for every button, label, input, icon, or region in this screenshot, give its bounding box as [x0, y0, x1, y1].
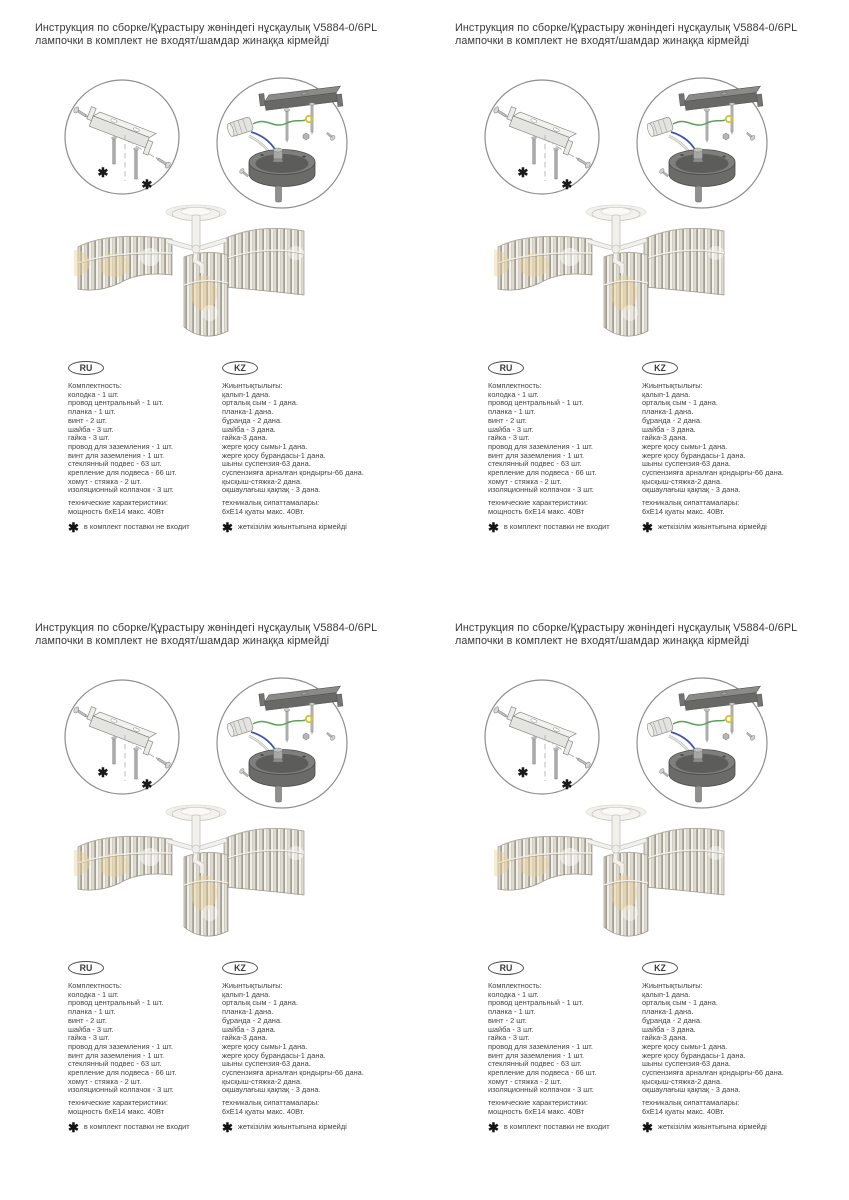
component-item: крепление для подвеса - 66 шт.: [68, 468, 177, 478]
kz-tech-block: [642, 1099, 832, 1116]
ru-footnote: [68, 1119, 220, 1135]
component-item: изоляционный колпачок - 3 шт.: [488, 1085, 594, 1095]
component-item: провод для заземления - 1 шт.: [68, 441, 173, 451]
component-item: планка - 1 шт.: [488, 1007, 536, 1017]
badge-ru: [68, 361, 104, 375]
ru-tech-block: [68, 1099, 220, 1116]
ru-tech-value: мощность 6хЕ14 макс. 40Вт: [68, 506, 165, 516]
kz-tech-value: 6хЕ14 қуаты макс. 40Вт.: [642, 1106, 725, 1116]
ru-tech-heading: технические характеристики:: [68, 1098, 168, 1108]
component-item: шайба - 3 шт.: [68, 1024, 114, 1034]
asterisk-icon: ✱: [642, 1119, 653, 1135]
component-item: гайка - 3 шт.: [68, 1033, 110, 1043]
title-line-1: Инструкция по сборке/Құрастыру жөніндегі нұсқаулық V5884-0/6PL: [35, 622, 378, 634]
component-item: бұранда - 2 дана.: [642, 415, 703, 425]
ru-column: [488, 361, 640, 535]
component-item: шайба - 3 дана.: [222, 424, 276, 434]
kz-items-list: [222, 391, 412, 495]
chandelier-stem: [612, 215, 620, 249]
badge-kz: [222, 961, 258, 975]
component-item: қысқыш-стяжка-2 дана.: [222, 1076, 303, 1086]
component-item: жерге қосу сымы-1 дана.: [222, 1041, 308, 1051]
component-item: изоляционный колпачок - 3 шт.: [68, 485, 174, 495]
badge-kz-label: KZ: [234, 963, 246, 973]
canopy-stem: [696, 786, 702, 802]
chandelier-svg: [494, 201, 726, 351]
kz-tech-block: [222, 1099, 412, 1116]
asterisk-icon: ✱: [222, 519, 233, 535]
ru-footnote: [488, 519, 640, 535]
title-line-2: лампочки в комплект не входят/шамдар жинаққа кірмейді: [455, 635, 750, 647]
asterisk-mark: ✱: [141, 177, 153, 192]
ru-footnote-text: в комплект поставки не входит: [83, 1121, 190, 1131]
asterisk-icon: ✱: [642, 519, 653, 535]
component-item: винт - 2 шт.: [68, 415, 107, 425]
kz-tech-block: [642, 499, 832, 516]
asterisk-icon: ✱: [222, 1119, 233, 1135]
ru-tech-block: [488, 499, 640, 516]
component-item: крепление для подвеса - 66 шт.: [488, 468, 597, 478]
wiring-canopy-diagram: [214, 675, 352, 815]
ru-tech-value: мощность 6хЕ14 макс. 40Вт: [488, 1106, 585, 1116]
ru-tech-heading: технические характеристики:: [488, 1098, 588, 1108]
component-item: орталық сым - 1 дана.: [642, 398, 718, 408]
component-item: қысқыш-стяжка-2 дана.: [642, 1076, 723, 1086]
badge-ru: [488, 961, 524, 975]
component-item: суспензияға арналған қондырғы-66 дана.: [642, 468, 784, 478]
component-item: орталық сым - 1 дана.: [222, 998, 298, 1008]
ru-items-list: [68, 391, 220, 495]
component-item: провод для заземления - 1 шт.: [488, 441, 593, 451]
component-item: винт - 2 шт.: [488, 1015, 527, 1025]
component-item: колодка - 1 шт.: [488, 389, 539, 399]
asterisk-mark: ✱: [97, 165, 109, 180]
component-item: оқшаулағыш қақпақ - 3 дана.: [642, 1085, 741, 1095]
ru-list-heading: Комплектность:: [68, 981, 122, 990]
ru-column: [68, 961, 220, 1135]
kz-tech-value: 6хЕ14 қуаты макс. 40Вт.: [642, 506, 725, 516]
ru-items-list: [488, 391, 640, 495]
title-line-2: лампочки в комплект не входят/шамдар жинаққа кірмейді: [35, 35, 330, 47]
sheet-title: [455, 22, 797, 48]
title-line-2: лампочки в комплект не входят/шамдар жинаққа кірмейді: [35, 635, 330, 647]
chandelier-photo: [74, 201, 308, 353]
badge-kz-label: KZ: [654, 363, 666, 373]
ru-list-heading: Комплектность:: [68, 381, 122, 390]
kz-list-heading: Жиынтықтылығы:: [222, 381, 283, 390]
ru-tech-heading: технические характеристики:: [488, 498, 588, 508]
badge-kz: [642, 361, 678, 375]
chandelier-stem: [612, 815, 620, 849]
component-item: жерге қосу бұрандасы-1 дана.: [642, 1050, 746, 1060]
kz-footnote: [222, 1119, 412, 1135]
component-item: колодка - 1 шт.: [488, 989, 539, 999]
instruction-sheet: [422, 0, 842, 600]
component-item: стеклянный подвес - 63 шт.: [488, 1059, 582, 1069]
wiring-diagram-svg: [634, 75, 772, 215]
crystal-band-bottom: [604, 252, 648, 336]
chandelier-photo: [494, 801, 728, 953]
kz-tech-heading: техникалық сипаттамалары:: [642, 498, 740, 508]
badge-ru: [68, 961, 104, 975]
component-item: винт для заземления - 1 шт.: [68, 1050, 165, 1060]
kz-footnote-text: жеткізілім жиынтығына кірмейді: [657, 1121, 767, 1131]
component-item: суспензияға арналған қондырғы-66 дана.: [642, 1068, 784, 1078]
title-line-1: Инструкция по сборке/Құрастыру жөніндегі нұсқаулық V5884-0/6PL: [35, 22, 378, 34]
component-item: провод центральный - 1 шт.: [68, 998, 164, 1008]
ru-items-list: [68, 991, 220, 1095]
component-item: суспензияға арналған қондырғы-66 дана.: [222, 1068, 364, 1078]
kz-items-list: [222, 991, 412, 1095]
component-item: провод центральный - 1 шт.: [68, 398, 164, 408]
component-item: оқшаулағыш қақпақ - 3 дана.: [222, 485, 321, 495]
crystal-band-bottom: [184, 252, 228, 336]
component-item: винт для заземления - 1 шт.: [488, 450, 585, 460]
component-item: гайка - 3 шт.: [488, 1033, 530, 1043]
component-item: провод центральный - 1 шт.: [488, 998, 584, 1008]
canopy-hub: [693, 748, 703, 762]
ru-footnote-text: в комплект поставки не входит: [83, 521, 190, 531]
chandelier-photo: [494, 201, 728, 353]
asterisk-mark: ✱: [517, 165, 529, 180]
component-item: шайба - 3 шт.: [488, 1024, 534, 1034]
badge-kz-label: KZ: [654, 963, 666, 973]
component-item: оқшаулағыш қақпақ - 3 дана.: [642, 485, 741, 495]
component-item: планка - 1 шт.: [68, 1007, 116, 1017]
component-item: суспензияға арналған қондырғы-66 дана.: [222, 468, 364, 478]
asterisk-icon: ✱: [488, 519, 499, 535]
component-item: бұранда - 2 дана.: [222, 1015, 283, 1025]
ru-items-list: [488, 991, 640, 1095]
component-item: винт для заземления - 1 шт.: [488, 1050, 585, 1060]
component-item: шайба - 3 шт.: [68, 424, 114, 434]
component-item: шыны суспензия-63 дана.: [222, 1059, 311, 1069]
component-item: қысқыш-стяжка-2 дана.: [222, 476, 303, 486]
component-item: гайка - 3 шт.: [488, 433, 530, 443]
instruction-sheet: [2, 0, 422, 600]
asterisk-mark: ✱: [517, 765, 529, 780]
component-item: крепление для подвеса - 66 шт.: [488, 1068, 597, 1078]
kz-tech-heading: техникалық сипаттамалары:: [222, 1098, 320, 1108]
crystal-band-left: [498, 236, 592, 290]
asterisk-icon: ✱: [68, 1119, 79, 1135]
bracket-diagram-svg: [62, 77, 182, 197]
ru-footnote-text: в комплект поставки не входит: [503, 521, 610, 531]
crystal-band-bottom: [184, 852, 228, 936]
chandelier-svg: [494, 801, 726, 951]
instruction-sheet: [2, 600, 422, 1200]
title-line-1: Инструкция по сборке/Құрастыру жөніндегі нұсқаулық V5884-0/6PL: [455, 22, 798, 34]
asterisk-icon: ✱: [68, 519, 79, 535]
component-item: стеклянный подвес - 63 шт.: [488, 459, 582, 469]
component-item: провод для заземления - 1 шт.: [68, 1041, 173, 1051]
kz-items-list: [642, 991, 832, 1095]
component-item: планка - 1 шт.: [488, 407, 536, 417]
component-item: хомут - стяжка - 2 шт.: [68, 476, 142, 486]
component-item: жерге қосу бұрандасы-1 дана.: [222, 1050, 326, 1060]
component-item: хомут - стяжка - 2 шт.: [488, 476, 562, 486]
component-item: жерге қосу сымы-1 дана.: [222, 441, 308, 451]
bracket-diagram-svg: [482, 77, 602, 197]
component-item: қалып-1 дана.: [642, 989, 691, 999]
component-item: колодка - 1 шт.: [68, 989, 119, 999]
asterisk-mark: ✱: [561, 777, 573, 792]
badge-kz-label: KZ: [234, 363, 246, 373]
kz-tech-heading: техникалық сипаттамалары:: [642, 1098, 740, 1108]
kz-list-heading: Жиынтықтылығы:: [222, 981, 283, 990]
wiring-canopy-diagram: [634, 675, 772, 815]
component-item: оқшаулағыш қақпақ - 3 дана.: [222, 1085, 321, 1095]
ru-tech-value: мощность 6хЕ14 макс. 40Вт: [68, 1106, 165, 1116]
bracket-mounting-diagram: [482, 77, 602, 197]
kz-column: [642, 961, 832, 1135]
kz-footnote: [642, 1119, 832, 1135]
ru-tech-block: [68, 499, 220, 516]
asterisk-mark: ✱: [97, 765, 109, 780]
kz-column: [222, 361, 412, 535]
bracket-mounting-diagram: [482, 677, 602, 797]
component-item: стеклянный подвес - 63 шт.: [68, 1059, 162, 1069]
wiring-canopy-diagram: [214, 75, 352, 215]
badge-kz: [222, 361, 258, 375]
bracket-mounting-diagram: [62, 77, 182, 197]
ru-tech-block: [488, 1099, 640, 1116]
canopy-stem: [276, 186, 282, 202]
component-item: планка-1 дана.: [222, 1007, 274, 1017]
component-item: планка-1 дана.: [222, 407, 274, 417]
ru-tech-heading: технические характеристики:: [68, 498, 168, 508]
asterisk-icon: ✱: [488, 1119, 499, 1135]
component-item: хомут - стяжка - 2 шт.: [488, 1076, 562, 1086]
component-item: бұранда - 2 дана.: [642, 1015, 703, 1025]
wiring-diagram-svg: [214, 675, 352, 815]
component-item: хомут - стяжка - 2 шт.: [68, 1076, 142, 1086]
kz-footnote: [642, 519, 832, 535]
kz-tech-value: 6хЕ14 қуаты макс. 40Вт.: [222, 1106, 305, 1116]
component-item: изоляционный колпачок - 3 шт.: [488, 485, 594, 495]
ru-tech-value: мощность 6хЕ14 макс. 40Вт: [488, 506, 585, 516]
component-item: гайка - 3 шт.: [68, 433, 110, 443]
component-item: шыны суспензия-63 дана.: [222, 459, 311, 469]
chandelier-svg: [74, 201, 306, 351]
component-item: крепление для подвеса - 66 шт.: [68, 1068, 177, 1078]
kz-column: [222, 961, 412, 1135]
component-item: винт для заземления - 1 шт.: [68, 450, 165, 460]
canopy-stem: [276, 786, 282, 802]
component-item: шыны суспензия-63 дана.: [642, 459, 731, 469]
kz-list-heading: Жиынтықтылығы:: [642, 381, 703, 390]
component-item: шайба - 3 дана.: [222, 1024, 276, 1034]
badge-ru-label: RU: [79, 363, 93, 373]
crystal-band-left: [78, 836, 172, 890]
component-item: провод центральный - 1 шт.: [488, 398, 584, 408]
ru-footnote: [68, 519, 220, 535]
component-item: қалып-1 дана.: [222, 989, 271, 999]
bracket-diagram-svg: [62, 677, 182, 797]
component-item: колодка - 1 шт.: [68, 389, 119, 399]
canopy-hub: [273, 148, 283, 162]
crystal-band-left: [78, 236, 172, 290]
chandelier-photo: [74, 801, 308, 953]
kz-tech-block: [222, 499, 412, 516]
badge-ru-label: RU: [79, 963, 93, 973]
ru-footnote-text: в комплект поставки не входит: [503, 1121, 610, 1131]
component-item: изоляционный колпачок - 3 шт.: [68, 1085, 174, 1095]
bracket-diagram-svg: [482, 677, 602, 797]
component-item: қалып-1 дана.: [222, 389, 271, 399]
component-item: гайка-3 дана.: [642, 433, 688, 443]
sheet-title: [35, 622, 377, 648]
component-item: винт - 2 шт.: [68, 1015, 107, 1025]
component-item: гайка-3 дана.: [222, 1033, 268, 1043]
component-item: провод для заземления - 1 шт.: [488, 1041, 593, 1051]
component-item: гайка-3 дана.: [222, 433, 268, 443]
sheet-title: [35, 22, 377, 48]
wiring-diagram-svg: [214, 75, 352, 215]
kz-tech-heading: техникалық сипаттамалары:: [222, 498, 320, 508]
component-item: қысқыш-стяжка-2 дана.: [642, 476, 723, 486]
canopy-hub: [273, 748, 283, 762]
component-item: жерге қосу бұрандасы-1 дана.: [642, 450, 746, 460]
ru-column: [488, 961, 640, 1135]
kz-column: [642, 361, 832, 535]
crystal-band-left: [498, 836, 592, 890]
canopy-stem: [696, 186, 702, 202]
component-item: планка-1 дана.: [642, 407, 694, 417]
wiring-diagram-svg: [634, 675, 772, 815]
component-item: стеклянный подвес - 63 шт.: [68, 459, 162, 469]
kz-footnote-text: жеткізілім жиынтығына кірмейді: [237, 521, 347, 531]
instruction-sheet: [422, 600, 842, 1200]
ru-list-heading: Комплектность:: [488, 981, 542, 990]
chandelier-stem: [192, 215, 200, 249]
ru-list-heading: Комплектность:: [488, 381, 542, 390]
component-item: жерге қосу сымы-1 дана.: [642, 1041, 728, 1051]
canopy-hub: [693, 148, 703, 162]
component-item: гайка-3 дана.: [642, 1033, 688, 1043]
component-item: шайба - 3 шт.: [488, 424, 534, 434]
asterisk-mark: ✱: [141, 777, 153, 792]
component-item: шыны суспензия-63 дана.: [642, 1059, 731, 1069]
sheet-title: [455, 622, 797, 648]
component-item: жерге қосу сымы-1 дана.: [642, 441, 728, 451]
component-item: орталық сым - 1 дана.: [222, 398, 298, 408]
component-item: шайба - 3 дана.: [642, 424, 696, 434]
badge-ru-label: RU: [499, 963, 513, 973]
component-item: бұранда - 2 дана.: [222, 415, 283, 425]
chandelier-stem: [192, 815, 200, 849]
kz-items-list: [642, 391, 832, 495]
component-item: планка - 1 шт.: [68, 407, 116, 417]
title-line-2: лампочки в комплект не входят/шамдар жинаққа кірмейді: [455, 35, 750, 47]
asterisk-mark: ✱: [561, 177, 573, 192]
wiring-canopy-diagram: [634, 75, 772, 215]
badge-ru-label: RU: [499, 363, 513, 373]
kz-list-heading: Жиынтықтылығы:: [642, 981, 703, 990]
ru-column: [68, 361, 220, 535]
kz-tech-value: 6хЕ14 қуаты макс. 40Вт.: [222, 506, 305, 516]
badge-ru: [488, 361, 524, 375]
component-item: қалып-1 дана.: [642, 389, 691, 399]
component-item: планка-1 дана.: [642, 1007, 694, 1017]
chandelier-svg: [74, 801, 306, 951]
bracket-mounting-diagram: [62, 677, 182, 797]
title-line-1: Инструкция по сборке/Құрастыру жөніндегі нұсқаулық V5884-0/6PL: [455, 622, 798, 634]
ru-footnote: [488, 1119, 640, 1135]
kz-footnote-text: жеткізілім жиынтығына кірмейді: [657, 521, 767, 531]
component-item: орталық сым - 1 дана.: [642, 998, 718, 1008]
badge-kz: [642, 961, 678, 975]
component-item: шайба - 3 дана.: [642, 1024, 696, 1034]
component-item: жерге қосу бұрандасы-1 дана.: [222, 450, 326, 460]
crystal-band-bottom: [604, 852, 648, 936]
kz-footnote-text: жеткізілім жиынтығына кірмейді: [237, 1121, 347, 1131]
kz-footnote: [222, 519, 412, 535]
component-item: винт - 2 шт.: [488, 415, 527, 425]
